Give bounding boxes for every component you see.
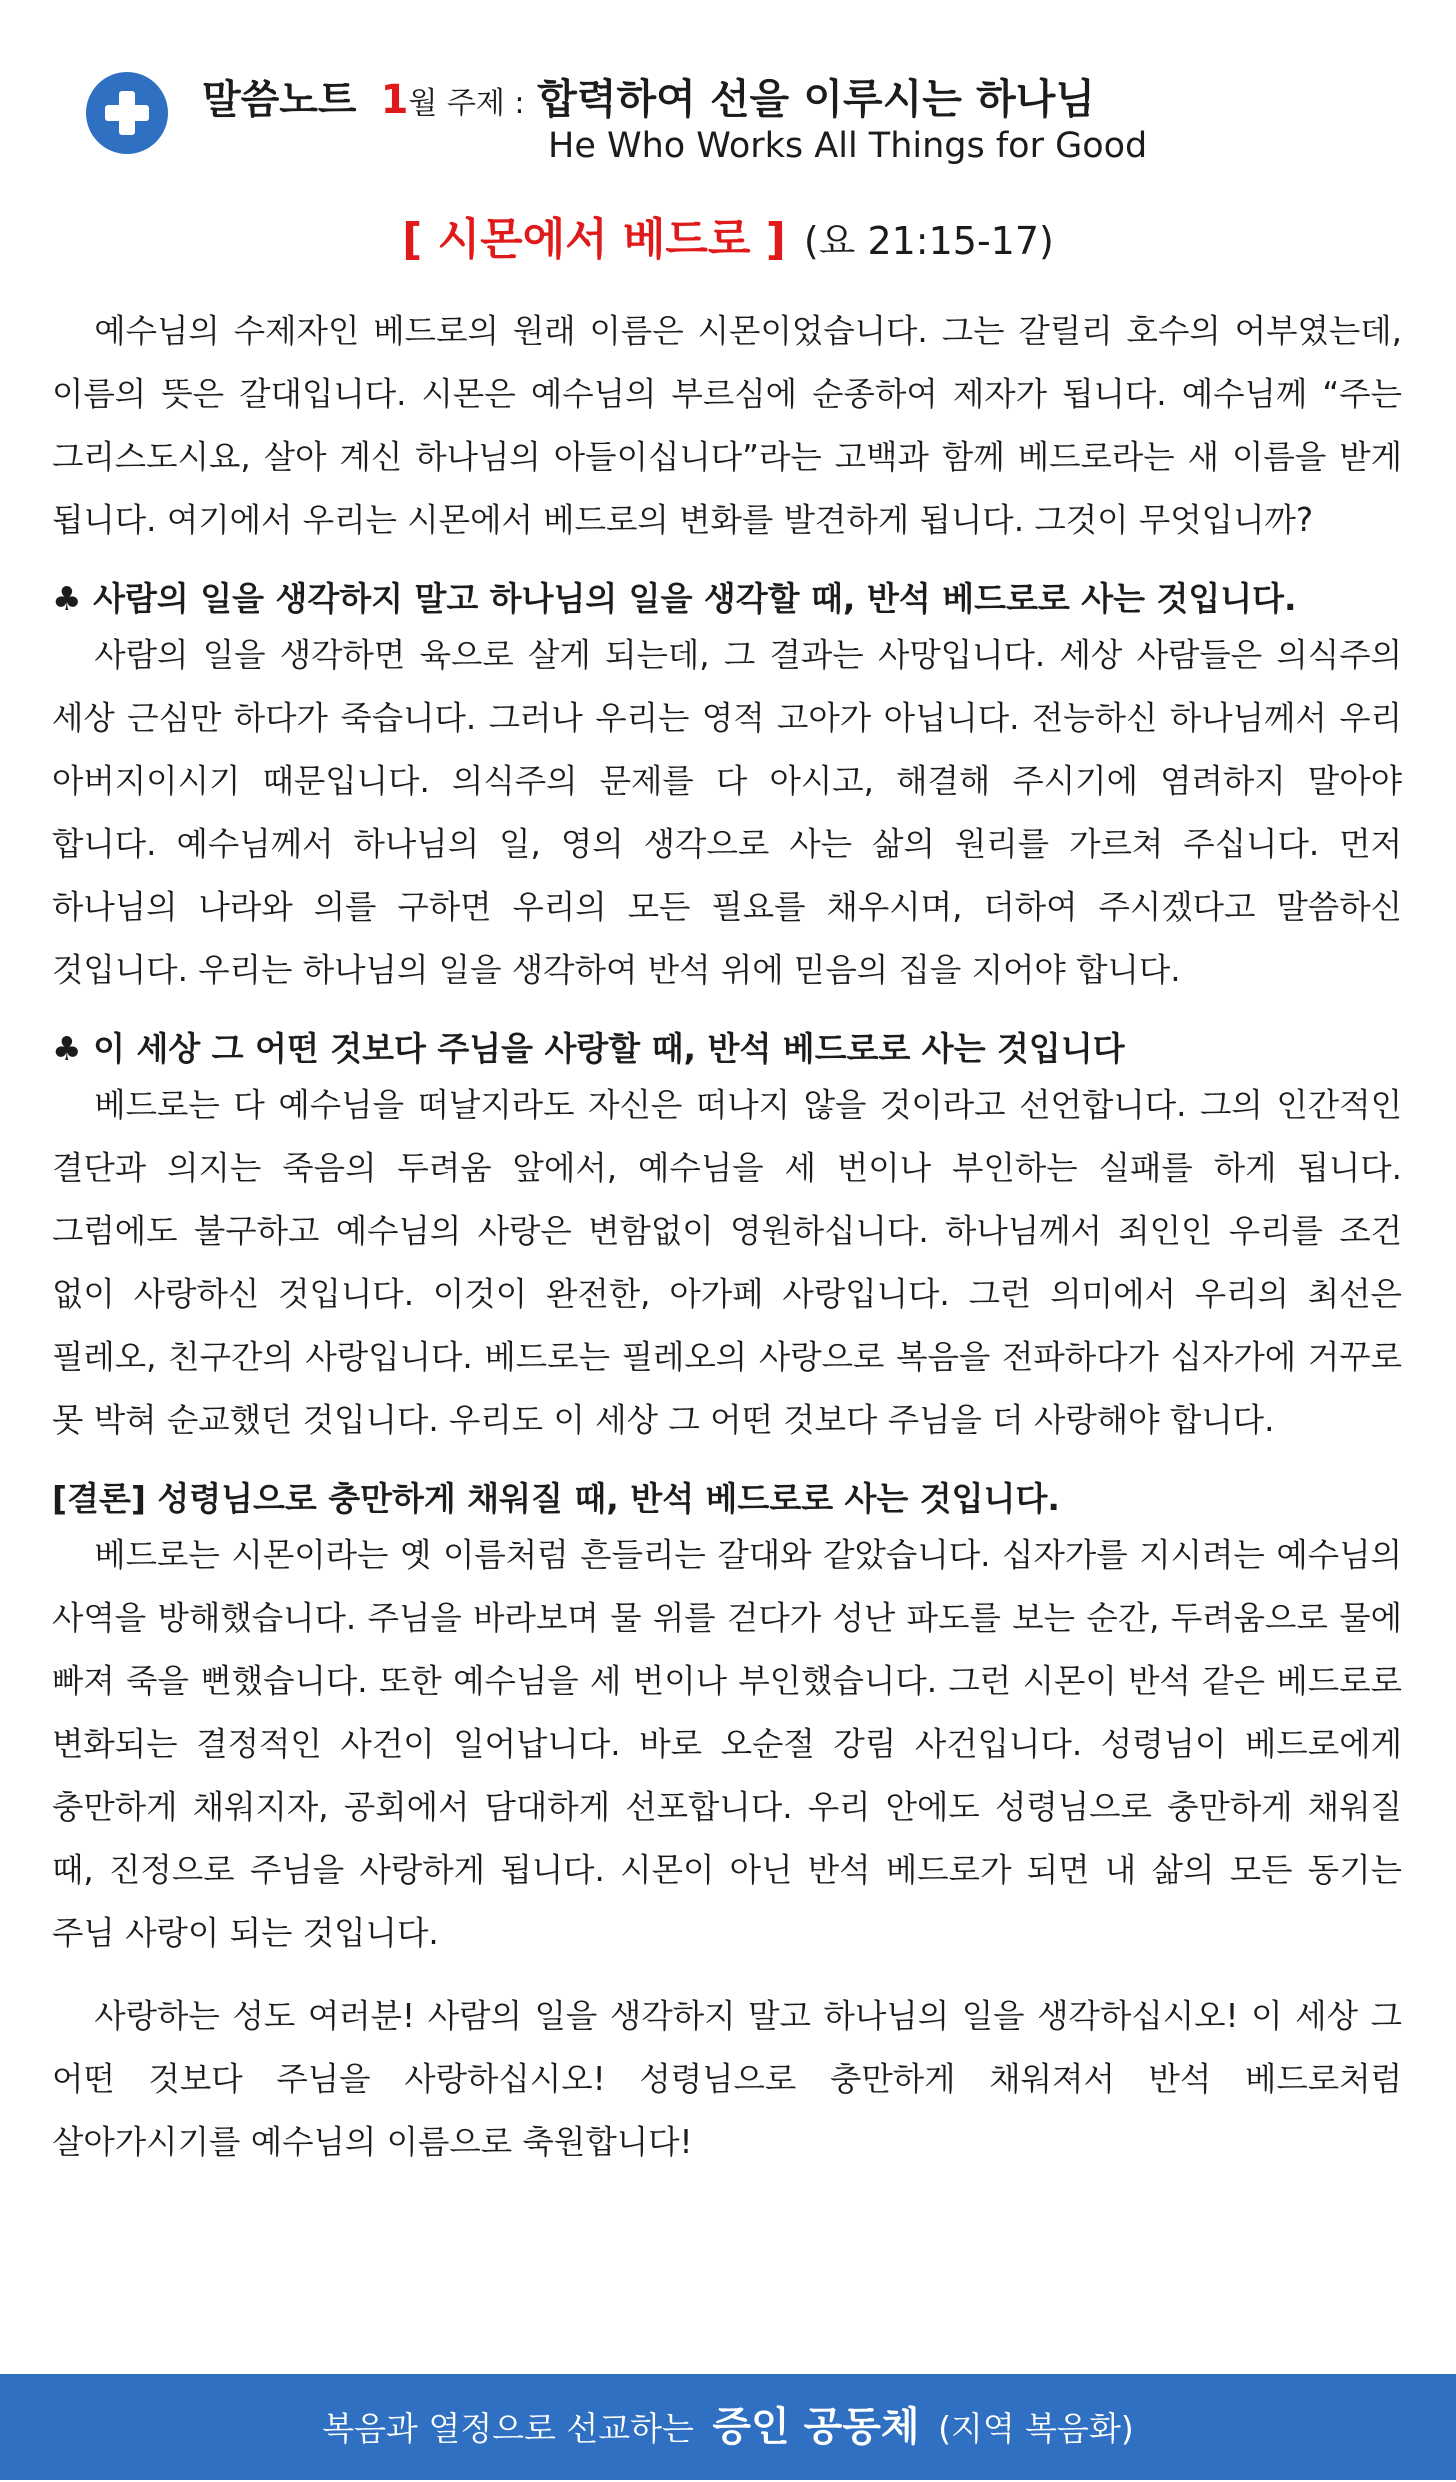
- month-suffix: 월 주제 :: [408, 86, 525, 121]
- sermon-title: [ 시몬에서 베드로 ]: [402, 214, 786, 265]
- intro-paragraph: 예수님의 수제자인 베드로의 원래 이름은 시몬이었습니다. 그는 갈릴리 호수의 어부였는데, 이름의 뜻은 갈대입니다. 시몬은 예수님의 부르심에 순종하여 제자가 됩니다. 예수님께 “주는 그리스도시요, 살아 계신 하나님의 아들이십니다”라는 고백과 함께 베드로라는 새 이름을 받게 됩니다. 여기에서 우리는 시몬에서 베드로의 변화를 발견하게 됩니다. 그것이 무엇입니까?: [52, 312, 1402, 539]
- paragraph-spacer: [52, 1965, 1402, 1985]
- footer-banner: [0, 2374, 1456, 2480]
- point1-heading: ♣ 사람의 일을 생각하지 말고 하나님의 일을 생각할 때, 반석 베드로로 사는 것입니다.: [52, 579, 1297, 618]
- theme-english: He Who Works All Things for Good: [548, 126, 1148, 166]
- point2-heading: ♣ 이 세상 그 어떤 것보다 주님을 사랑할 때, 반석 베드로로 사는 것입니다: [52, 1029, 1125, 1068]
- footer-prefix: 복음과 열정으로 선교하는: [322, 2409, 694, 2448]
- note-label: 말씀노트: [202, 77, 357, 123]
- plus-cross-icon: [86, 72, 168, 154]
- page-header: [86, 66, 1386, 176]
- sermon-title-line: [0, 210, 1456, 271]
- conclusion-heading: [결론] 성령님으로 충만하게 채워질 때, 반석 베드로로 사는 것입니다.: [52, 1479, 1060, 1518]
- church-name: 증인 공동체: [712, 2404, 920, 2450]
- point1-paragraph: 사람의 일을 생각하면 육으로 살게 되는데, 그 결과는 사망입니다. 세상 사람들은 의식주의 세상 근심만 하다가 죽습니다. 그러나 우리는 영적 고아가 아닙니다. 전능하신 하나님께서 우리 아버지이시기 때문입니다. 의식주의 문제를 다 아시고, 해결해 주시기에 염려하지 말아야 합니다. 예수님께서 하나님의 일, 영의 생각으로 사는 삶의 원리를 가르쳐 주십니다. 먼저 하나님의 나라와 의를 구하면 우리의 모든 필요를 채우시며, 더하여 주시겠다고 말씀하신 것입니다. 우리는 하나님의 일을 생각하여 반석 위에 믿음의 집을 지어야 합니다.: [52, 636, 1402, 989]
- theme-korean: 합력하여 선을 이루시는 하나님: [537, 75, 1095, 123]
- conclusion-paragraph: 베드로는 시몬이라는 옛 이름처럼 흔들리는 갈대와 같았습니다. 십자가를 지시려는 예수님의 사역을 방해했습니다. 주님을 바라보며 물 위를 걷다가 성난 파도를 보는 순간, 두려움으로 물에 빠져 죽을 뻔했습니다. 또한 예수님을 세 번이나 부인했습니다. 그런 시몬이 반석 같은 베드로로 변화되는 결정적인 사건이 일어납니다. 바로 오순절 강림 사건입니다. 성령님이 베드로에게 충만하게 채워지자, 공회에서 담대하게 선포합니다. 우리 안에도 성령님으로 충만하게 채워질 때, 진정으로 주님을 사랑하게 됩니다. 시몬이 아닌 반석 베드로가 되면 내 삶의 모든 동기는 주님 사랑이 되는 것입니다.: [52, 1536, 1402, 1952]
- footer-suffix: (지역 복음화): [938, 2409, 1134, 2448]
- closing-paragraph: 사랑하는 성도 여러분! 사람의 일을 생각하지 말고 하나님의 일을 생각하십시오! 이 세상 그 어떤 것보다 주님을 사랑하십시오! 성령님으로 충만하게 채워져서 반석 베드로처럼 살아가시기를 예수님의 이름으로 축원합니다!: [52, 1997, 1402, 2161]
- header-theme-line: [202, 74, 1095, 129]
- sermon-body: [52, 300, 1402, 2174]
- point2-paragraph: 베드로는 다 예수님을 떠날지라도 자신은 떠나지 않을 것이라고 선언합니다. 그의 인간적인 결단과 의지는 죽음의 두려움 앞에서, 예수님을 세 번이나 부인하는 실패를 하게 됩니다. 그럼에도 불구하고 예수님의 사랑은 변함없이 영원하십니다. 하나님께서 죄인인 우리를 조건 없이 사랑하신 것입니다. 이것이 완전한, 아가페 사랑입니다. 그런 의미에서 우리의 최선은 필레오, 친구간의 사랑입니다. 베드로는 필레오의 사랑으로 복음을 전파하다가 십자가에 거꾸로 못 박혀 순교했던 것입니다. 우리도 이 세상 그 어떤 것보다 주님을 더 사랑해야 합니다.: [52, 1086, 1402, 1439]
- month-number: 1: [380, 77, 409, 123]
- scripture-reference: (요 21:15-17): [803, 219, 1054, 263]
